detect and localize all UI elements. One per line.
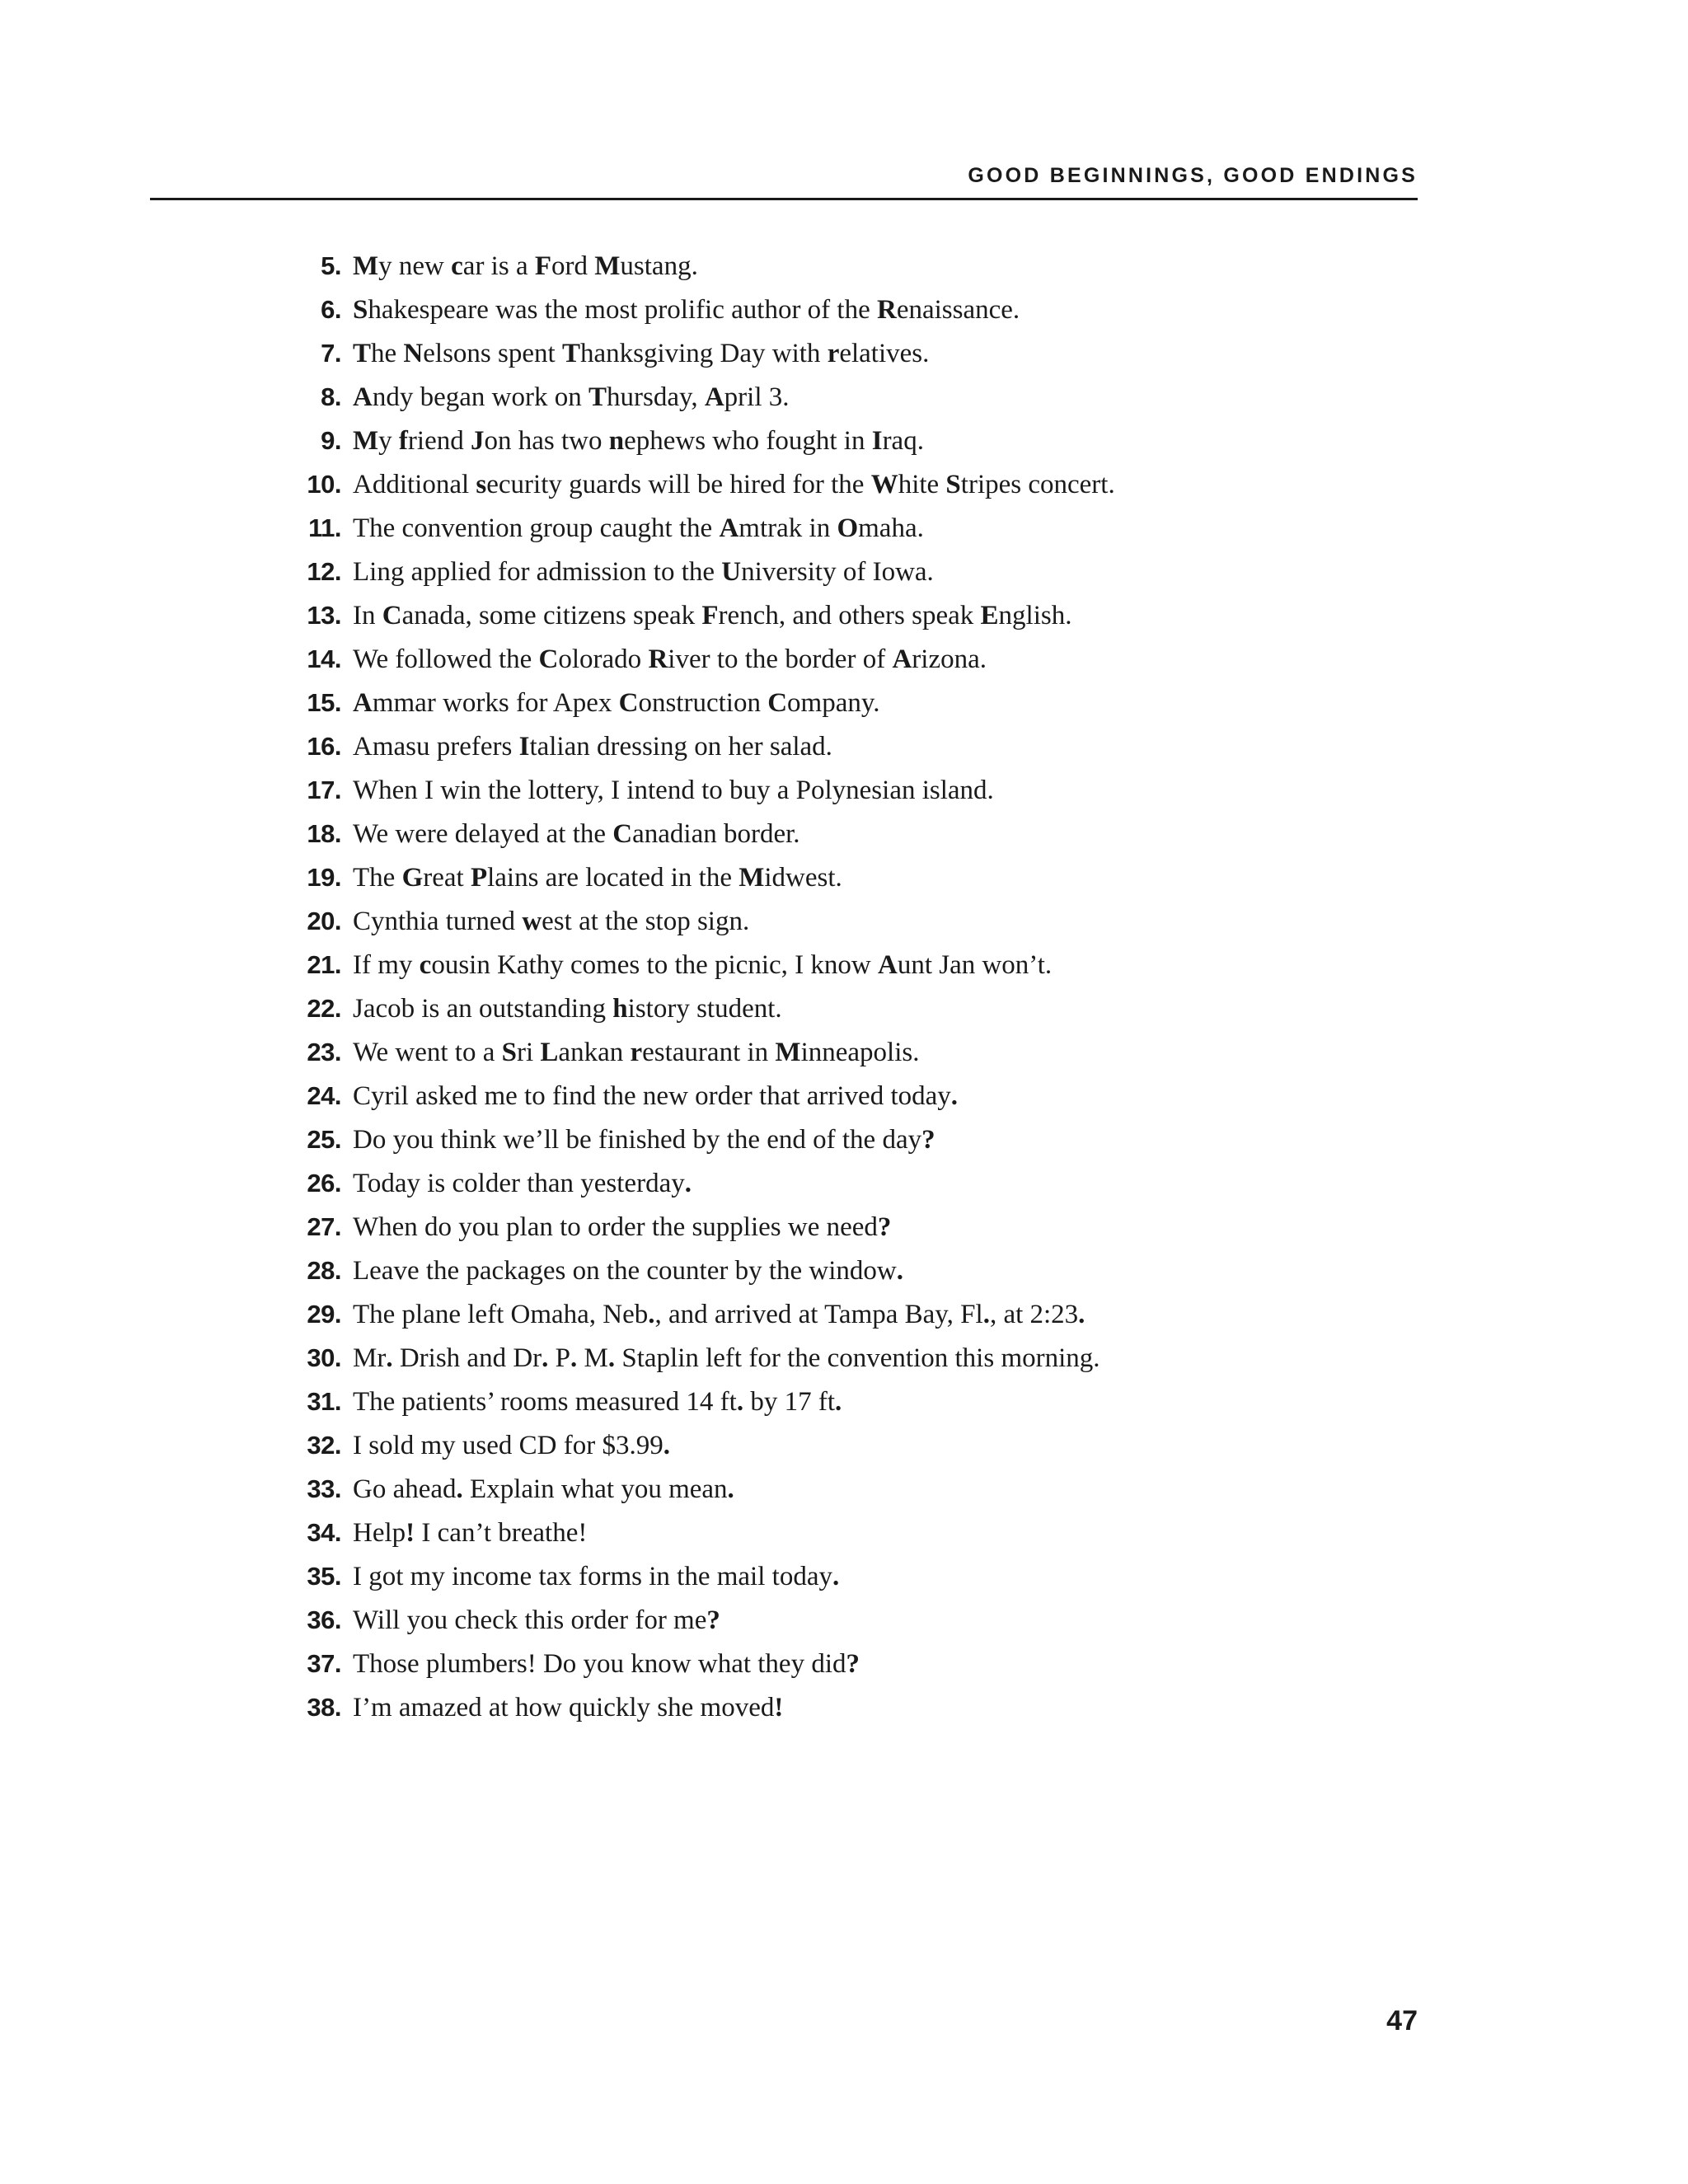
answer-text: We went to a Sri Lankan restaurant in Minneapolis. [353, 1038, 920, 1067]
answer-item [290, 462, 1115, 506]
answer-item [290, 375, 1115, 419]
answer-text: The Nelsons spent Thanksgiving Day with relatives. [353, 339, 930, 368]
answer-item [290, 1423, 1115, 1467]
answer-number: 25. [307, 1125, 341, 1154]
answer-text: Go ahead. Explain what you mean. [353, 1474, 734, 1504]
page-number: 47 [1386, 2005, 1418, 2036]
answer-text: Today is colder than yesterday. [353, 1169, 692, 1198]
answer-text: Cyril asked me to find the new order that arrived today. [353, 1081, 959, 1111]
answer-item [290, 1161, 1115, 1205]
answer-item [290, 288, 1115, 331]
answer-item [290, 419, 1115, 462]
answer-number: 37. [307, 1649, 341, 1678]
answer-number: 36. [307, 1605, 341, 1634]
answer-item [290, 331, 1115, 375]
running-head [150, 162, 1418, 200]
answer-number: 6. [321, 295, 341, 324]
answer-text: Cynthia turned west at the stop sign. [353, 907, 750, 936]
answer-number: 8. [321, 382, 341, 411]
answer-item [290, 987, 1115, 1030]
answer-number: 34. [307, 1518, 341, 1547]
answer-text: The Great Plains are located in the Midwest. [353, 863, 842, 893]
answer-text: Will you check this order for me? [353, 1605, 720, 1635]
answer-item [290, 506, 1115, 550]
answer-item [290, 768, 1115, 812]
answer-item [290, 1249, 1115, 1292]
answer-text: The convention group caught the Amtrak in Omaha. [353, 513, 924, 543]
answer-item [290, 1685, 1115, 1729]
answer-item [290, 244, 1115, 288]
answer-number: 22. [307, 994, 341, 1023]
answer-number: 12. [307, 557, 341, 586]
answer-item [290, 1074, 1115, 1118]
answer-item [290, 593, 1115, 637]
answer-number: 15. [307, 688, 341, 717]
answer-item [290, 637, 1115, 681]
answer-text: The plane left Omaha, Neb., and arrived at Tampa Bay, Fl., at 2:23. [353, 1300, 1085, 1329]
answer-item [290, 550, 1115, 593]
answer-text: Leave the packages on the counter by the window. [353, 1256, 904, 1286]
answer-item [290, 1467, 1115, 1511]
answer-text: Amasu prefers Italian dressing on her salad. [353, 732, 832, 762]
answer-text: My friend Jon has two nephews who fought in Iraq. [353, 426, 924, 456]
answer-number: 10. [307, 470, 341, 499]
answer-number: 28. [307, 1256, 341, 1285]
answer-number: 14. [307, 644, 341, 673]
answer-item [290, 1205, 1115, 1249]
answer-text: Do you think we’ll be finished by the end of the day? [353, 1125, 935, 1155]
answer-text: In Canada, some citizens speak French, and others speak English. [353, 601, 1072, 630]
answer-text: Ammar works for Apex Construction Company. [353, 688, 880, 718]
answer-number: 24. [307, 1081, 341, 1110]
answer-number: 29. [307, 1300, 341, 1329]
answer-number: 19. [307, 863, 341, 892]
answer-text: I got my income tax forms in the mail today. [353, 1562, 840, 1591]
answer-text: Mr. Drish and Dr. P. M. Staplin left for the convention this morning. [353, 1343, 1100, 1373]
answer-item [290, 1554, 1115, 1598]
answer-item [290, 899, 1115, 943]
answer-number: 18. [307, 819, 341, 848]
answer-number: 20. [307, 907, 341, 935]
answer-item [290, 1380, 1115, 1423]
answer-text: Shakespeare was the most prolific author of the Renaissance. [353, 295, 1020, 325]
answer-item [290, 724, 1115, 768]
answer-text: When I win the lottery, I intend to buy a Polynesian island. [353, 776, 994, 805]
answer-number: 23. [307, 1038, 341, 1066]
answer-number: 32. [307, 1431, 341, 1460]
answer-item [290, 681, 1115, 724]
answer-number: 21. [307, 950, 341, 979]
answer-number: 9. [321, 426, 341, 455]
answer-text: We followed the Colorado River to the border of Arizona. [353, 644, 987, 674]
answer-item [290, 1336, 1115, 1380]
answer-text: My new car is a Ford Mustang. [353, 251, 698, 281]
answer-text: Andy began work on Thursday, April 3. [353, 382, 790, 412]
answer-item [290, 943, 1115, 987]
answer-number: 38. [307, 1693, 341, 1722]
answer-number: 5. [321, 251, 341, 280]
answer-text: Those plumbers! Do you know what they did? [353, 1649, 860, 1679]
answer-text: I’m amazed at how quickly she moved! [353, 1693, 784, 1722]
running-head-title: GOOD BEGINNINGS, GOOD ENDINGS [968, 164, 1418, 187]
answer-number: 31. [307, 1387, 341, 1416]
answer-item [290, 812, 1115, 855]
answer-number: 13. [307, 601, 341, 630]
answer-item [290, 1030, 1115, 1074]
answer-text: The patients’ rooms measured 14 ft. by 17 ft. [353, 1387, 842, 1417]
answer-number: 27. [307, 1212, 341, 1241]
answer-text: We were delayed at the Canadian border. [353, 819, 800, 849]
answer-number: 16. [307, 732, 341, 761]
answer-text: When do you plan to order the supplies we need? [353, 1212, 892, 1242]
answer-text: Ling applied for admission to the University of Iowa. [353, 557, 934, 587]
answer-item [290, 1292, 1115, 1336]
answer-item [290, 1118, 1115, 1161]
answer-text: Additional security guards will be hired for the White Stripes concert. [353, 470, 1115, 499]
answer-number: 35. [307, 1562, 341, 1591]
answer-text: I sold my used CD for $3.99. [353, 1431, 670, 1460]
answer-text: If my cousin Kathy comes to the picnic, I know Aunt Jan won’t. [353, 950, 1053, 980]
answer-item [290, 855, 1115, 899]
answer-item [290, 1642, 1115, 1685]
answer-number: 30. [307, 1343, 341, 1372]
answer-number: 7. [321, 339, 341, 368]
answer-number: 17. [307, 776, 341, 804]
answer-text: Help! I can’t breathe! [353, 1518, 588, 1548]
answer-text: Jacob is an outstanding history student. [353, 994, 782, 1024]
answer-number: 33. [307, 1474, 341, 1503]
answer-number: 11. [308, 513, 341, 542]
answer-item [290, 1511, 1115, 1554]
answer-number: 26. [307, 1169, 341, 1197]
answer-list [290, 244, 1115, 1729]
answer-item [290, 1598, 1115, 1642]
